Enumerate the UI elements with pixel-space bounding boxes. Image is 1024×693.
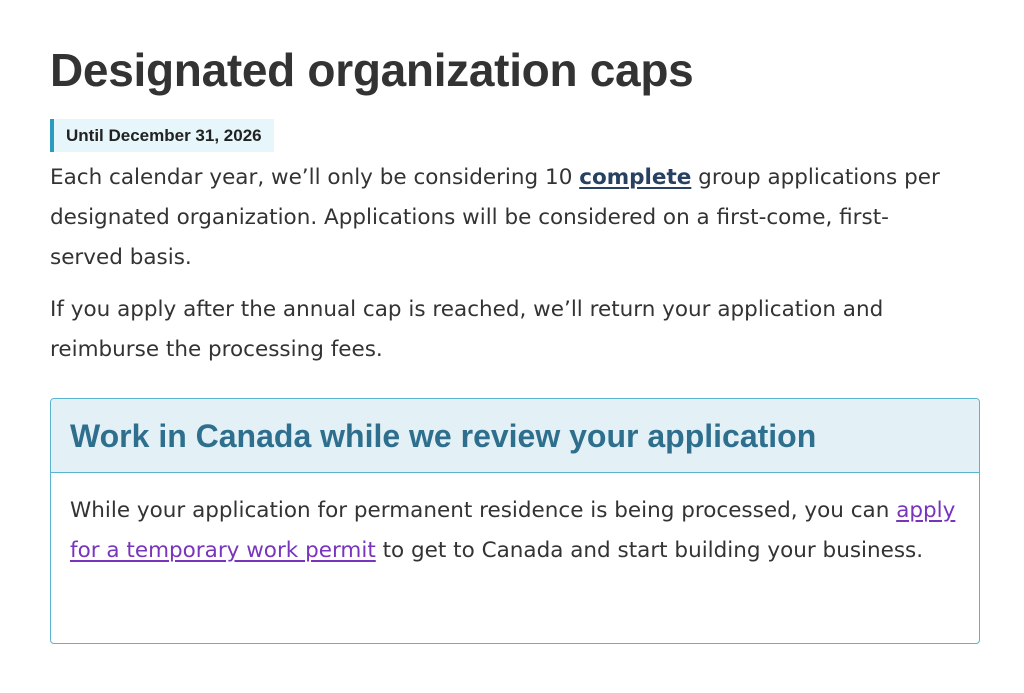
alert-body — [51, 473, 979, 571]
caps-text-start: Each calendar year, we’ll only be considering 10 — [50, 165, 580, 190]
temporary-work-permit-link[interactable]: apply for a temporary work permit — [70, 498, 956, 563]
caps-text-end: group applications per designated organization. Applications will be considered on a first-come, first-served basis. — [50, 165, 940, 270]
return-paragraph: If you apply after the annual cap is reached, we’ll return your application and reimburse the processing fees. — [50, 297, 884, 362]
alert-title: Work in Canada while we review your application — [51, 399, 979, 473]
work-permit-alert — [50, 398, 980, 644]
date-badge: Until December 31, 2026 — [50, 119, 274, 152]
page-title: Designated organization caps — [50, 44, 694, 96]
alert-text-end: to get to Canada and start building your business. — [375, 538, 924, 563]
complete-link[interactable]: complete — [579, 165, 692, 190]
alert-text-start: While your application for permanent residence is being processed, you can — [70, 498, 897, 523]
caps-paragraph — [50, 158, 950, 278]
main-content — [50, 36, 982, 563]
